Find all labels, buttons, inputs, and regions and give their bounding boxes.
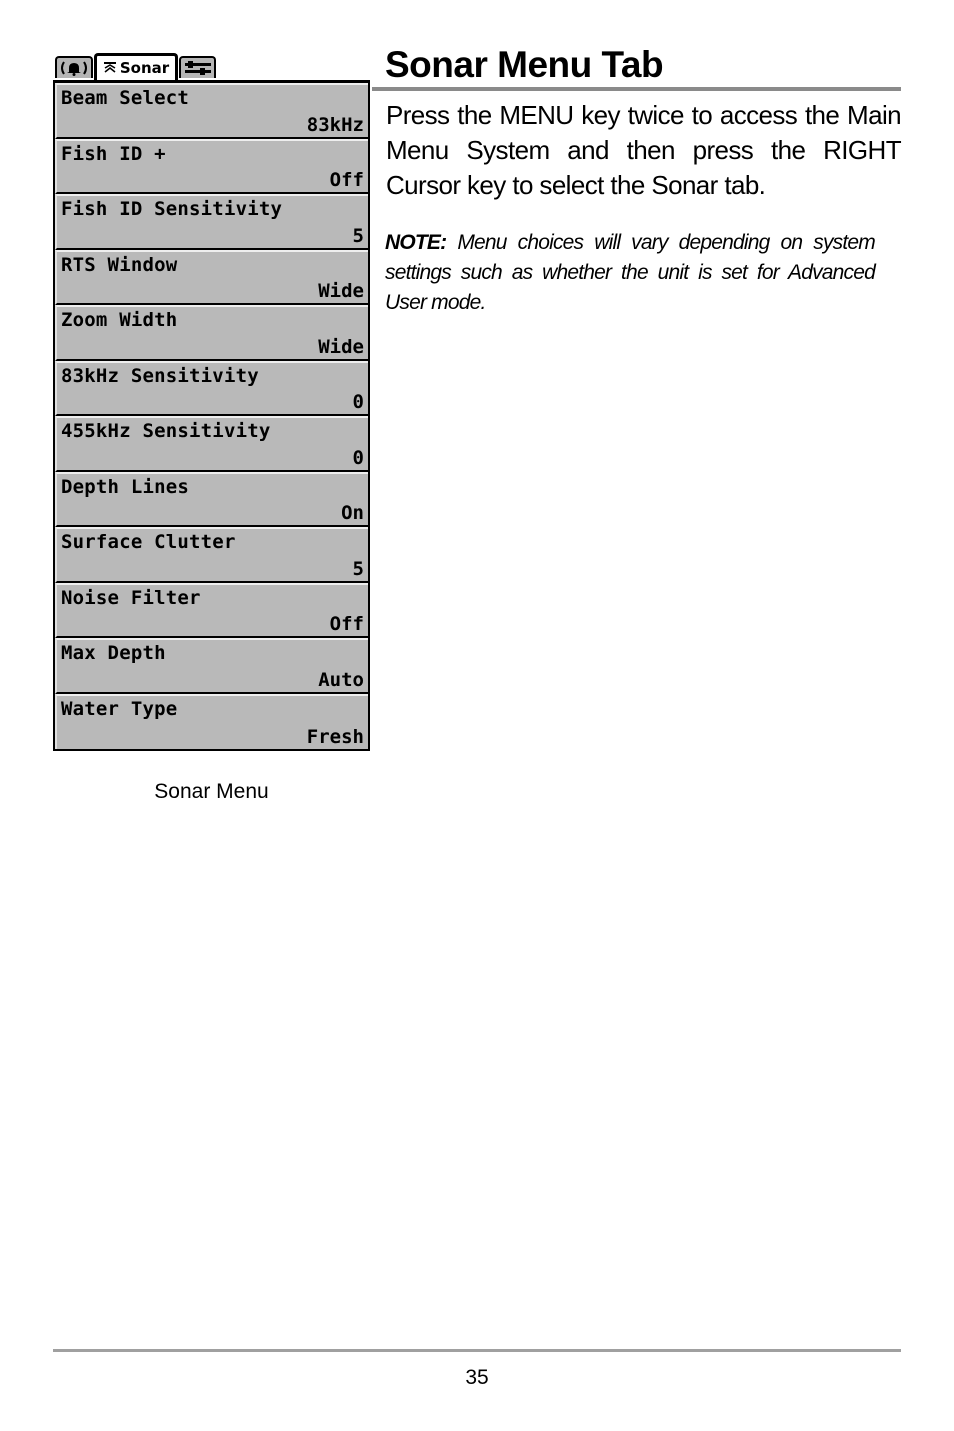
menu-item-value: Auto <box>318 668 364 691</box>
menu-item-label: Fish ID Sensitivity <box>61 198 283 220</box>
menu-item-label: Max Depth <box>61 642 166 664</box>
note-text: Menu choices will vary depending on system settings such as whether the unit is set for Advanced User mode. <box>385 231 875 314</box>
menu-item-label: 83kHz Sensitivity <box>61 364 259 387</box>
menu-item-value: Wide <box>318 335 364 358</box>
menu-item-label: RTS Window <box>61 253 178 276</box>
tab-sonar[interactable] <box>94 53 178 80</box>
menu-item-label: Zoom Width <box>61 309 178 331</box>
tab-sonar-label: Sonar <box>119 59 170 77</box>
figure-caption: Sonar Menu <box>154 780 269 803</box>
menu-item-value: 5 <box>352 224 364 247</box>
page-number: 35 <box>465 1366 489 1389</box>
menu-item-value: 0 <box>352 446 364 469</box>
menu-item-rts-window[interactable] <box>55 250 368 306</box>
menu-item-depth-lines[interactable] <box>55 472 368 528</box>
tab-alarms[interactable] <box>55 56 93 78</box>
menu-item-label: Depth Lines <box>61 475 190 498</box>
footer-divider <box>53 1349 901 1352</box>
menu-item-value: Off <box>329 169 364 191</box>
menu-item-label: Beam Select <box>61 87 190 109</box>
menu-item-value: 83kHz <box>306 113 364 136</box>
menu-item-surface-clutter[interactable] <box>55 527 368 583</box>
page-title: Sonar Menu Tab <box>385 44 664 85</box>
menu-item-max-depth[interactable] <box>55 638 368 694</box>
menu-list <box>53 80 370 751</box>
menu-item-label: 455kHz Sensitivity <box>61 420 271 442</box>
setup-icon <box>183 60 213 76</box>
alarm-bell-icon <box>58 60 90 76</box>
body-paragraph: Press the MENU key twice to access the Main Menu System and then press the RIGHT Cursor key to select the Sonar tab. <box>386 100 901 200</box>
menu-item-value: On <box>341 502 364 524</box>
menu-item-water-type[interactable] <box>55 694 368 750</box>
menu-item-label: Fish ID + <box>61 142 166 165</box>
menu-item-label: Water Type <box>61 697 178 720</box>
sonar-icon <box>103 61 117 75</box>
menu-item-value: Wide <box>318 280 364 302</box>
tab-setup[interactable] <box>179 56 216 78</box>
menu-item-fish-id-plus[interactable] <box>55 139 368 195</box>
menu-item-zoom-width[interactable] <box>55 305 368 361</box>
menu-item-455khz-sensitivity[interactable] <box>55 416 368 472</box>
menu-item-83khz-sensitivity[interactable] <box>55 361 368 417</box>
menu-item-beam-select[interactable] <box>55 83 368 139</box>
menu-item-label: Noise Filter <box>61 586 201 609</box>
sonar-menu-screenshot <box>53 53 370 751</box>
menu-item-label: Surface Clutter <box>61 531 236 553</box>
menu-item-value: Fresh <box>306 726 364 748</box>
heading-divider <box>372 87 901 91</box>
menu-item-value: 5 <box>352 557 364 580</box>
menu-item-noise-filter[interactable] <box>55 583 368 639</box>
menu-item-fish-id-sensitivity[interactable] <box>55 194 368 250</box>
note-paragraph <box>385 228 875 318</box>
note-label: NOTE: <box>385 231 447 254</box>
menu-tab-bar <box>53 53 370 80</box>
menu-item-value: 0 <box>352 391 364 413</box>
menu-item-value: Off <box>329 613 364 635</box>
